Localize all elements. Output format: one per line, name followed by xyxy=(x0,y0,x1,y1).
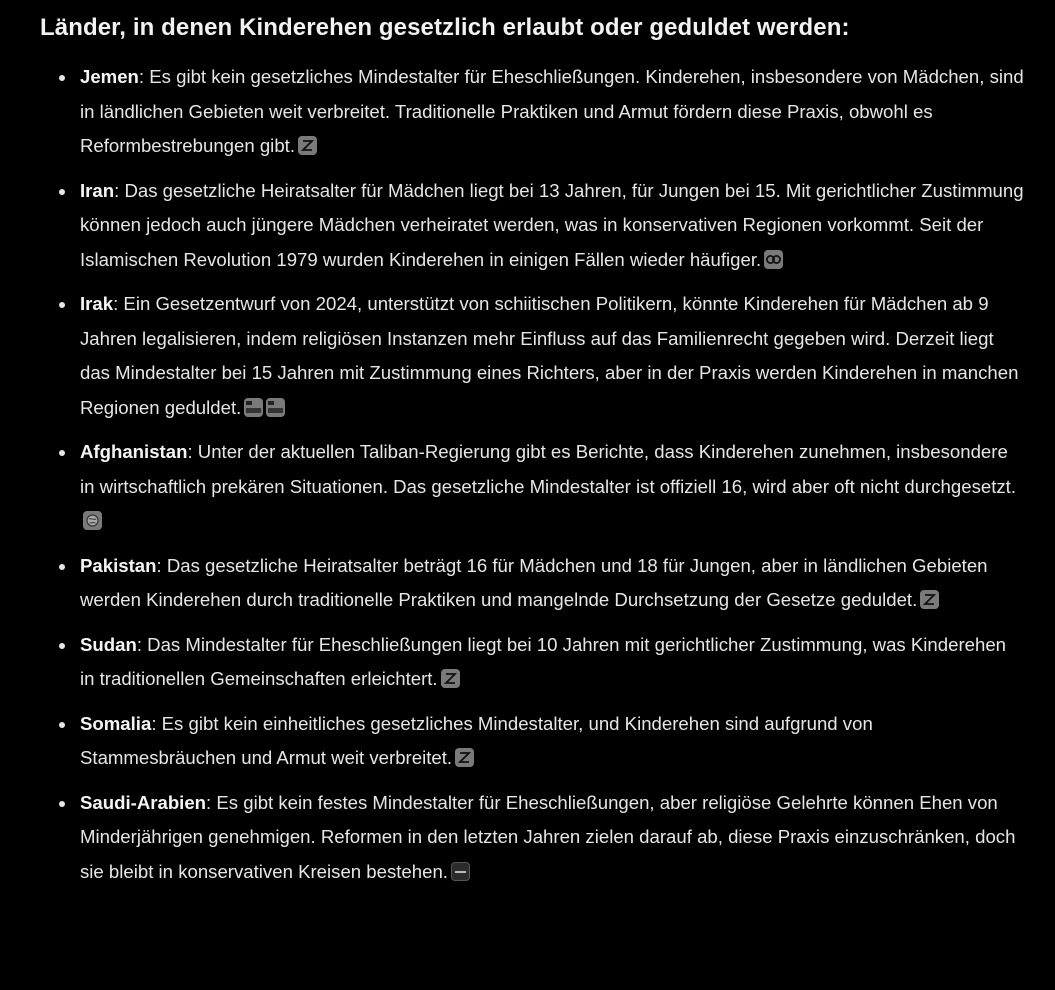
country-list xyxy=(40,60,1025,889)
list-item xyxy=(40,707,1025,776)
country-name: Sudan xyxy=(80,633,137,655)
list-item xyxy=(40,435,1025,539)
section-heading: Länder, in denen Kinderehen gesetzlich erlaubt oder geduldet werden: xyxy=(40,14,850,41)
z-source-icon[interactable] xyxy=(441,669,460,688)
country-name: Pakistan xyxy=(80,554,157,576)
item-text: : Ein Gesetzentwurf von 2024, unterstützt von schiitischen Politikern, könnte Kinderehen für Mädchen ab 9 Jahren legalisieren, indem religiösen Instanzen mehr Einfluss auf das Familienrecht gegeben wird. Derzeit liegt das Mindestalter bei 15 Jahren mit Zustimmung eines Richters, aber in der Praxis werden Kinderehen in manchen Regionen geduldet. xyxy=(80,293,1019,418)
z-source-icon[interactable] xyxy=(455,748,474,767)
z-source-icon[interactable] xyxy=(298,136,317,155)
heute-source-icon[interactable] xyxy=(244,398,263,417)
item-text: : Es gibt kein festes Mindestalter für Eheschließungen, aber religiöse Gelehrte können Ehen von Minderjährigen genehmigen. Reformen in den letzten Jahren zielen darauf ab, diese Praxis einzuschränken, doch sie bleibt in konservativen Kreisen bestehen. xyxy=(80,791,1016,882)
rings-source-icon[interactable] xyxy=(764,250,783,269)
item-text: : Es gibt kein einheitliches gesetzliches Mindestalter, und Kinderehen sind aufgrund von Stammesbräuchen und Armut weit verbreitet. xyxy=(80,712,873,768)
country-name: Jemen xyxy=(80,66,139,87)
country-name: Irak xyxy=(80,293,114,314)
country-name: Saudi-Arabien xyxy=(80,791,207,813)
globe-source-icon[interactable] xyxy=(83,511,102,530)
item-text: : Das gesetzliche Heiratsalter für Mädchen liegt bei 13 Jahren, für Jungen bei 15. Mit gerichtlicher Zustimmung können jedoch auch jüngere Mädchen verheiratet werden, was in konservativen Regionen vorkommt. Seit der Islamischen Revolution 1979 wurden Kinderehen in einigen Fällen wieder häufiger. xyxy=(80,179,1024,270)
item-text: : Das gesetzliche Heiratsalter beträgt 16 für Mädchen und 18 für Jungen, aber in ländlichen Gebieten werden Kinderehen durch traditionelle Praktiken und mangelnde Durchsetzung der Gesetze geduldet. xyxy=(80,554,988,610)
country-name: Iran xyxy=(80,179,115,201)
item-text: : Es gibt kein gesetzliches Mindestalter für Eheschließungen. Kinderehen, insbesondere von Mädchen, sind in ländlichen Gebieten weit verbreitet. Traditionelle Praktiken und Armut fördern diese Praxis, obwohl es Reformbestrebungen gibt. xyxy=(80,66,1024,156)
heute-source-icon[interactable] xyxy=(266,398,285,417)
z-source-icon[interactable] xyxy=(920,590,939,609)
list-item xyxy=(40,786,1025,890)
list-item xyxy=(40,549,1025,618)
country-name: Somalia xyxy=(80,712,152,734)
welt-source-icon[interactable] xyxy=(451,862,470,881)
list-item xyxy=(40,287,1025,425)
item-text: : Unter der aktuellen Taliban-Regierung gibt es Berichte, dass Kinderehen zunehmen, insbesondere in wirtschaftlich prekären Situationen. Das gesetzliche Mindestalter ist offiziell 16, wird aber oft nicht durchgesetzt. xyxy=(80,441,1016,497)
list-item xyxy=(40,60,1025,164)
country-name: Afghanistan xyxy=(80,441,188,462)
item-text: : Das Mindestalter für Eheschließungen liegt bei 10 Jahren mit gerichtlicher Zustimmung, was Kinderehen in traditionellen Gemeinschaften erleichtert. xyxy=(80,633,1006,689)
list-item xyxy=(40,174,1025,278)
list-item xyxy=(40,628,1025,697)
